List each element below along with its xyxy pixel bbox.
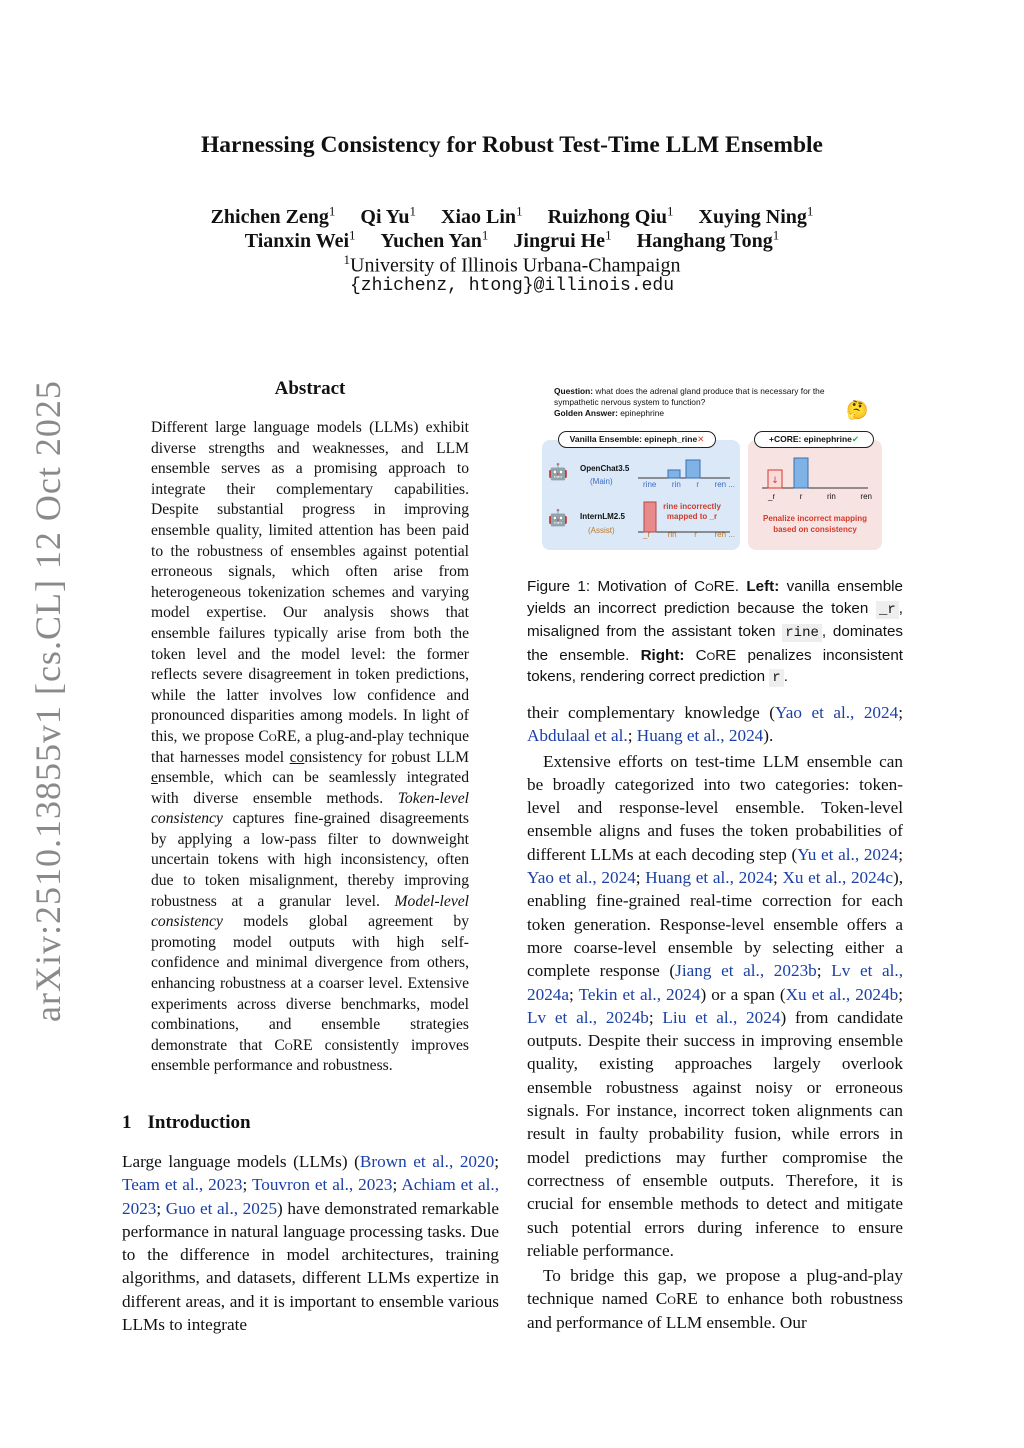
misaligned-note: rine incorrectly mapped to _r xyxy=(663,502,721,521)
core-label: +CORE: epinephrine✔ xyxy=(754,431,874,448)
figure-question: Question: what does the adrenal gland produce that is necessary for the sympathetic nervous system to function? Golden Answer: epinephrine xyxy=(554,386,825,418)
svg-text:↓: ↓ xyxy=(771,476,779,486)
main-model-role: (Main) xyxy=(590,477,613,486)
author: Xiao Lin$^1$ xyxy=(441,203,523,228)
introduction-body: Large language models (LLMs) (Brown et al., 2020; Team et al., 2023; Touvron et al., 2023; Achiam et al., 2023; Guo et al., 2025) have demonstrated remarkable performance in natural language processing tasks. Due to the difference in model architectures, training algorithms, and datasets, different LLMs expertize in different areas, and it is important to ensemble various LLMs to integrate xyxy=(122,1152,500,1335)
affiliation: $^1$University of Illinois Urbana-Champaign xyxy=(343,252,681,277)
citation-link[interactable]: Xu et al., 2024b xyxy=(785,984,899,1004)
paper-title: Harnessing Consistency for Robust Test-Time LLM Ensemble xyxy=(201,132,823,158)
author: Xuying Ning$^1$ xyxy=(698,203,814,228)
contact-email: {zhichenz, htong}@illinois.edu xyxy=(349,276,675,296)
assist-model-role: (Assist) xyxy=(588,526,615,535)
author: Yuchen Yan$^1$ xyxy=(380,227,489,252)
core-token-bars xyxy=(762,456,872,492)
check-icon: ✔ xyxy=(851,434,859,444)
main-model-name: OpenChat3.5 xyxy=(580,464,630,473)
citation-link[interactable]: Achiam et al., 2023 xyxy=(122,1175,500,1218)
abstract-heading: Abstract xyxy=(274,378,346,399)
citation-link[interactable]: Lv et al., 2024a xyxy=(527,961,904,1004)
arxiv-identifier: arXiv:2510.13855v1 [cs.CL] 12 Oct 2025 xyxy=(28,380,68,1022)
citation-link[interactable]: Yao et al., 2024 xyxy=(527,868,636,888)
abstract-body: Different large language models (LLMs) exhibit diverse strengths and weaknesses, and LLM ensemble serves as a promising approach to integrate their complementary capabilities. Despite substantial progress in improving ensemble quality, limited attention has been paid to the robustness of ensembles against potential erroneous signals, which often arise from heterogeneous tokenization schemes and varying model expertise. Our analysis shows that ensemble failures typically arise from both the token level and the model level: the former reflects severe disagreement in token predictions, while the latter involves low confidence and pronounced disparities among models. In light of this, we propose CoRE, a plug-and-play technique that harnesses model consistency for robust LLM ensemble, which can be seamlessly integrated with diverse ensemble methods. Token-level consistency captures fine-grained disagreements by applying a low-pass filter to downweight uncertain tokens with high inconsistency, often due to token misalignment, thereby improving robustness at a granular level. Model-level consistency models global agreement by promoting model outputs with high self-confidence and minimal divergence from others, enhancing robustness at a coarser level. Extensive experiments across diverse benchmarks, model combinations, and ensemble strategies demonstrate that CoRE consistently improves ensemble performance and robustness. xyxy=(151,419,470,1075)
author-list-row-2 xyxy=(0,227,1024,253)
citation-link[interactable]: Xu et al., 2024c xyxy=(782,868,893,888)
author: Jingrui He$^1$ xyxy=(513,227,612,252)
citation-link[interactable]: Yu et al., 2024 xyxy=(797,844,899,864)
citation-link[interactable]: Touvron et al., 2023 xyxy=(251,1175,393,1195)
cross-icon: ✕ xyxy=(697,434,705,444)
author-list-row-1 xyxy=(0,203,1024,229)
author: Ruizhong Qiu$^1$ xyxy=(547,203,674,228)
author: Qi Yu$^1$ xyxy=(360,203,417,228)
author: Tianxin Wei$^1$ xyxy=(244,227,356,252)
citation-link[interactable]: Lv et al., 2024b xyxy=(527,1007,649,1027)
citation-link[interactable]: Tekin et al., 2024 xyxy=(578,984,701,1004)
citation-link[interactable]: Guo et al., 2025 xyxy=(165,1198,278,1218)
citation-link[interactable]: Huang et al., 2024 xyxy=(636,726,764,746)
citation-link[interactable]: Abdulaal et al. xyxy=(527,726,628,746)
robot-icon: 🤖 xyxy=(548,510,568,527)
section-heading-introduction: 1 Introduction xyxy=(122,1112,251,1133)
assist-token-labels: _r rin r ren ... xyxy=(643,530,735,539)
robot-icon: 🤖 xyxy=(548,464,568,481)
citation-link[interactable]: Jiang et al., 2023b xyxy=(675,961,817,981)
figure-1 xyxy=(540,380,886,554)
citation-link[interactable]: Brown et al., 2020 xyxy=(359,1152,495,1171)
citation-link[interactable]: Huang et al., 2024 xyxy=(645,868,773,888)
core-token-labels: _r r rin ren xyxy=(768,492,872,501)
main-token-labels: rine rin r ren ... xyxy=(643,480,735,489)
right-column-body: their complementary knowledge (Yao et al., 2024; Abdulaal et al.; Huang et al., 2024). Extensive efforts on test-time LLM ensemble can be broadly categorized into two categories: token-level and response-level ensemble. Token-level ensemble aligns and fuses the token probabilities of different LLMs at each decoding step (Yu et al., 2024; Yao et al., 2024; Huang et al., 2024; Xu et al., 2024c), enabling fine-grained real-time correction for each token generation. Response-level ensemble offers a more coarse-level ensemble by selecting either a complete response (Jiang et al., 2023b; Lv et al., 2024a; Tekin et al., 2024) or a span (Xu et al., 2024b; Lv et al., 2024b; Liu et al., 2024) from candidate outputs. Despite their success in improving ensemble quality, existing approaches largely overlook ensemble robustness against noisy or erroneous signals. For instance, incorrect token alignments can result in faulty probability fusion, while errors in model predictions may further compromise the correctness of ensemble outputs. Therefore, it is crucial for ensemble methods to detect and mitigate such potential errors during inference to ensure reliable performance. To bridge this gap, we propose a plug-and-play technique named CoRE to enhance both robustness and performance of LLM ensemble. Our xyxy=(527,703,904,1332)
citation-link[interactable]: Liu et al., 2024 xyxy=(662,1007,781,1027)
penalize-note: Penalize incorrect mapping based on consistency xyxy=(762,514,868,534)
citation-link[interactable]: Team et al., 2023 xyxy=(122,1175,243,1195)
author: Zhichen Zeng$^1$ xyxy=(210,203,336,228)
figure-caption: Figure 1: Motivation of CoRE. Left: vanilla ensemble yields an incorrect prediction because the token _r , misaligned from the assistant token rine , dominates the ensemble. Right: CoRE penalizes inconsistent tokens, rendering correct prediction r . xyxy=(527,578,904,686)
author: Hanghang Tong$^1$ xyxy=(636,227,780,252)
assist-model-name: InternLM2.5 xyxy=(580,512,625,521)
citation-link[interactable]: Yao et al., 2024 xyxy=(775,703,899,722)
vanilla-ensemble-label: Vanilla Ensemble: epineph_rine✕ xyxy=(558,431,716,448)
thinking-face-icon: 🤔 xyxy=(846,400,869,420)
